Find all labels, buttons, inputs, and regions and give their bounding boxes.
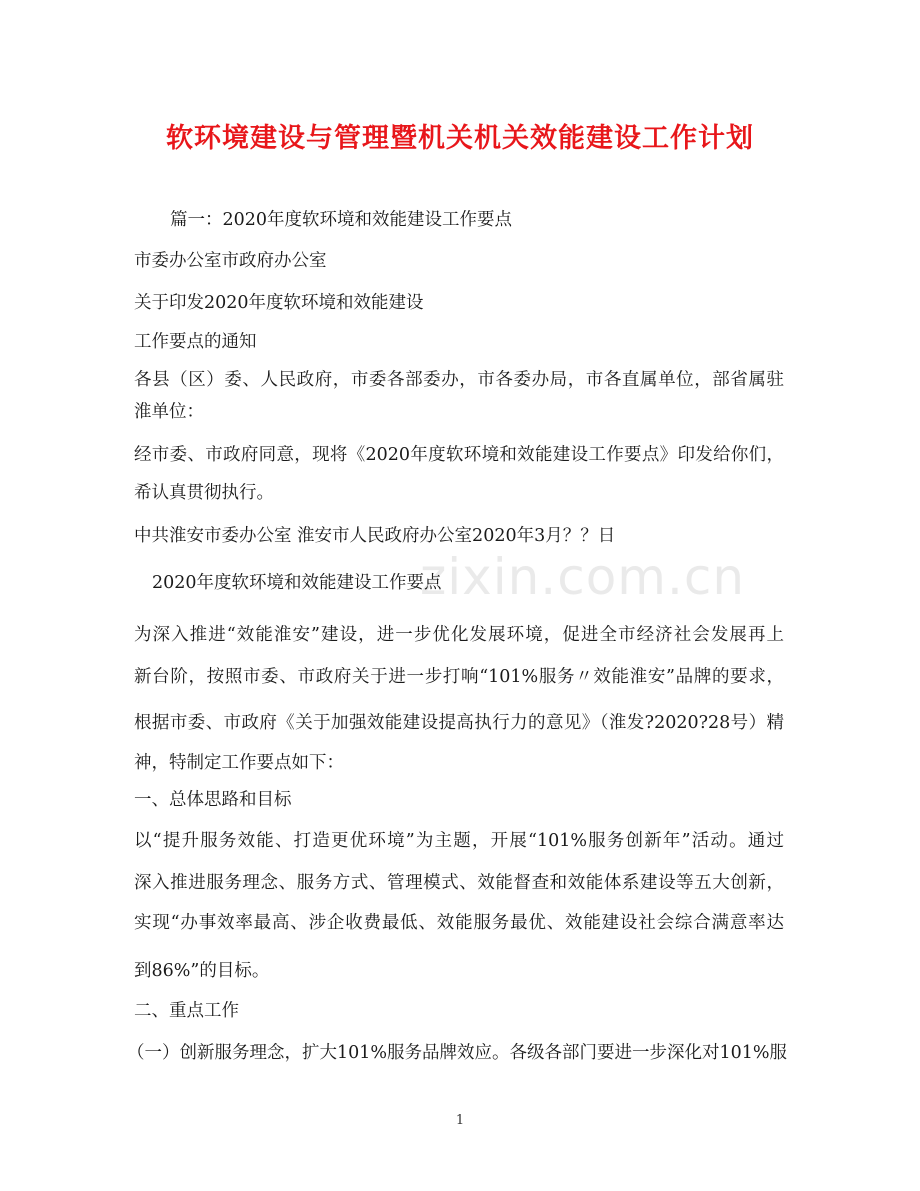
section-heading: 篇一：2020年度软环境和效能建设工作要点	[170, 210, 513, 230]
section-heading: 一、总体思路和目标	[134, 790, 292, 810]
page-number: 1	[455, 1113, 465, 1128]
text-line: 各县（区）委、人民政府，市委各部委办，市各委办局，市各直属单位，部省属驻	[134, 370, 784, 390]
text-line: 淮单位：	[134, 402, 204, 422]
text-line: 神，特制定工作要点如下：	[134, 753, 344, 773]
text-line: 工作要点的通知	[134, 332, 257, 352]
text-line: 希认真贯彻执行。	[134, 483, 274, 503]
text-line: 市委办公室市政府办公室	[134, 251, 327, 271]
text-line: 以“提升服务效能、打造更优环境”为主题，开展“101%服务创新年”活动。通过	[134, 831, 784, 851]
text-line: 经市委、市政府同意，现将《2020年度软环境和效能建设工作要点》印发给你们，	[134, 445, 784, 465]
text-line: 为深入推进“效能淮安”建设，进一步优化发展环境，促进全市经济社会发展再上	[134, 625, 784, 645]
text-line: 中共淮安市委办公室 淮安市人民政府办公室2020年3月？？日	[134, 526, 616, 546]
document-title: 软环境建设与管理暨机关机关效能建设工作计划	[166, 123, 754, 154]
text-line: 实现“办事效率最高、涉企收费最低、效能服务最优、效能建设社会综合满意率达	[134, 913, 784, 933]
text-line: 到86%”的目标。	[134, 961, 270, 981]
section-heading: 2020年度软环境和效能建设工作要点	[152, 573, 442, 593]
text-line: 根据市委、市政府《关于加强效能建设提高执行力的意见》（淮发?2020?28号）精	[134, 713, 784, 733]
text-line: 新台阶，按照市委、市政府关于进一步打响“101%服务〃效能淮安”品牌的要求，	[134, 667, 784, 687]
section-heading: 二、重点工作	[134, 1001, 239, 1021]
text-line: 深入推进服务理念、服务方式、管理模式、效能督查和效能体系建设等五大创新，	[134, 873, 784, 893]
text-line: 关于印发2020年度软环境和效能建设	[134, 293, 424, 313]
watermark: zixin.com.cn	[420, 548, 746, 606]
text-line: （一）创新服务理念，扩大101%服务品牌效应。各级各部门要进一步深化对101%服	[127, 1043, 788, 1063]
